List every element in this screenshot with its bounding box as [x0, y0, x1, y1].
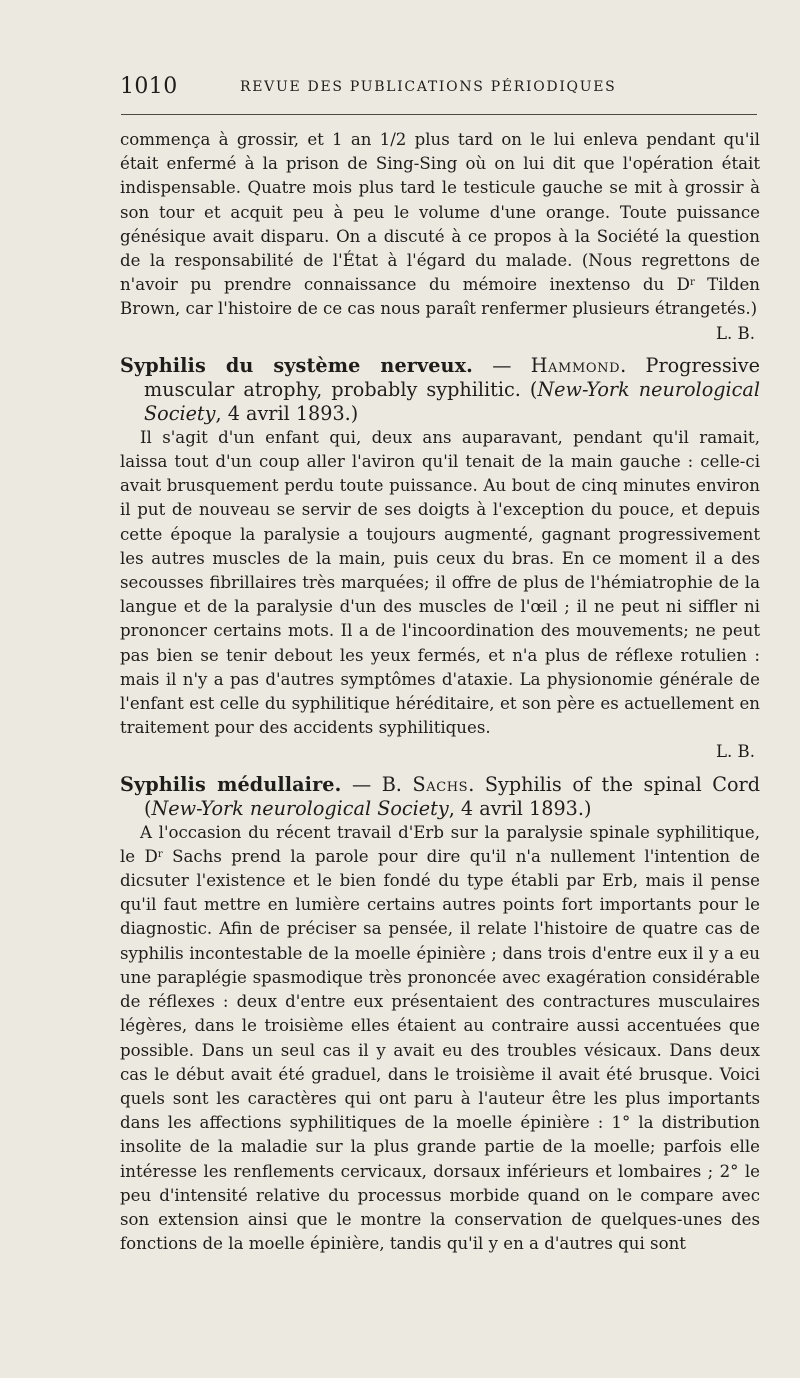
article-title: . Syphilis of the spinal Cord ( [144, 772, 760, 820]
section-label: Syphilis du système nerveux. [120, 353, 473, 377]
publication-date: , 4 avril 1893.) [215, 401, 359, 425]
section-label: Syphilis médullaire. [120, 772, 342, 796]
author-signature: L. B. [715, 323, 755, 343]
section-separator: — [341, 772, 382, 796]
paragraph-text-tail: Sachs prend la parole pour dire qu'il n'a nullement l'intention de dicsuter l'existence et le bien fondé du type établi par Erb, mais il pense qu'il faut mettre en lumière certains autres points fort importants pour le diagnostic. Afin de préciser sa pensée, il relate l'histoire de quatre cas de syphilis incontestable de la moelle épinière ; dans trois d'entre eux il y a eu une paraplégie spasmodique très prononcée avec exagération considérable de réflexes : deux d'entre eux présentaient des contractures musculaires légères, dans le troisième elles étaient au contraire aussi accentuées que possible. Dans un seul cas il y avait eu des troubles vésicaux. Dans deux cas le début avait été graduel, dans le troisième il avait été brusque. Voici quels sont les caractères qui ont paru à l'auteur être les plus importants dans les affections syphilitiques de la moelle épinière : 1° la distribution insolite de la maladie sur la plus grande partie de la moelle; parfois elle intéresse les renflements cervicaux, dorsaux inférieurs et lombaires ; 2° le peu d'intensité relative du processus morbide quand on le compare avec son extension ainsi que le montre la conservation de quelques-unes des fonctions de la moelle épinière, tandis qu'il y en a d'autres qui sont [120, 846, 760, 1254]
paragraph-text: A l'occasion du récent travail d'Erb sur la paralysie spinale syphilitique, le D [120, 822, 760, 866]
journal-name: New-York neurological Society [151, 796, 449, 820]
article-title: . Progressive muscular atrophy, probably syphilitic. ( [144, 353, 761, 401]
article-paragraph: Il s'agit d'un enfant qui, deux ans auparavant, pendant qu'il ramait, laissa tout d'un coup aller l'aviron qu'il tenait de la main gauche : celle-ci avait brusquement perdu toute puissance. Au bout de cinq minutes environ il put de nouveau se servir de ses doigts à l'exception du pouce, et depuis cette époque la paralysie a toujours augmenté, gagnant progressivement les autres muscles de la main, puis ceux du bras. En ce moment il a des secousses fibrillaires très marquées; il offre de plus de l'hémiatrophie de la langue et de la paralysie d'un des muscles de l'œil ; il ne peut ni siffler ni prononcer certains mots. Il a de l'incoordination des mouvements; ne peut pas bien se tenir debout les yeux fermés, et n'a plus de réflexe rotulien : mais il n'y a pas d'autres symptômes d'ataxie. La physionomie générale de l'enfant est celle du syphilitique héréditaire, et son père es actuellement en traitement pour des accidents syphilitiques. [120, 427, 760, 738]
section-separator: — [472, 353, 531, 377]
section-heading [120, 773, 760, 821]
running-title: REVUE DES PUBLICATIONS PÉRIODIQUES [240, 79, 617, 95]
article-paragraph [120, 821, 760, 1257]
author-initial: B. [381, 772, 413, 796]
page-number: 1010 [120, 74, 178, 99]
doctor-abbreviation: r [157, 848, 163, 860]
paragraph-text: commença à grossir, et 1 an 1/2 plus tard on le lui enleva pendant qu'il était enfermé à la prison de Sing-Sing où on lui dit que l'opération était indispensable. Quatre mois plus tard le testicule gauche se mit à grossir à son tour et acquit peu à peu le volume d'une orange. Toute puissance génésique avait disparu. On a discuté à ce propos à la Société la question de la responsabilité de l'État à l'égard du malade. (Nous regrettons de n'avoir pu prendre connaissance du mémoire inextenso du D [120, 130, 760, 295]
running-head [120, 72, 760, 106]
section-heading [120, 354, 760, 426]
journal-name: New-York neurological Society [144, 377, 760, 425]
doctor-abbreviation: r [689, 277, 695, 289]
header-rule [121, 114, 757, 115]
article-body [120, 128, 760, 1256]
author-name: Hammond [530, 353, 621, 377]
paragraph-text-tail: Tilden Brown, car l'histoire de ce cas nous paraît renfermer plusieurs étrangetés.) [120, 275, 760, 319]
author-name: Sachs [412, 772, 469, 796]
publication-date: , 4 avril 1893.) [448, 796, 592, 820]
continued-paragraph [120, 128, 760, 322]
author-signature: L. B. [715, 742, 755, 762]
